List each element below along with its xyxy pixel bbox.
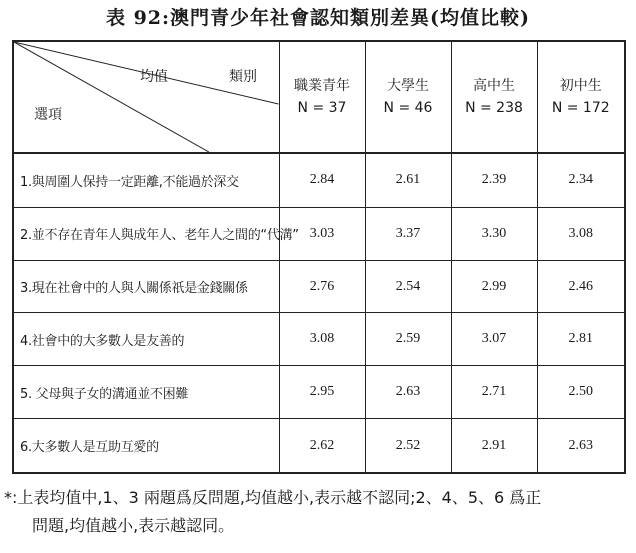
cell-value: 3.07 bbox=[451, 313, 537, 366]
cell-value: 2.34 bbox=[537, 153, 625, 207]
corner-items-label: 選項 bbox=[34, 107, 62, 123]
cell-value: 2.76 bbox=[279, 260, 365, 313]
column-name: 初中生 bbox=[559, 78, 602, 94]
column-header-senior-high bbox=[451, 41, 537, 153]
cell-value: 3.30 bbox=[451, 207, 537, 260]
footnote bbox=[4, 484, 634, 540]
table-row bbox=[13, 260, 625, 313]
row-item-label: 5. 父母與子女的溝通並不困難 bbox=[13, 366, 279, 419]
cell-value: 2.95 bbox=[279, 366, 365, 419]
cell-value: 2.63 bbox=[537, 419, 625, 473]
cell-value: 2.63 bbox=[365, 366, 451, 419]
column-n: N = 46 bbox=[383, 100, 433, 116]
column-name: 高中生 bbox=[473, 78, 515, 94]
table-row bbox=[13, 207, 625, 260]
cell-value: 2.91 bbox=[451, 419, 537, 473]
row-item-label: 4.社會中的大多數人是友善的 bbox=[13, 313, 279, 366]
column-name: 大學生 bbox=[387, 78, 429, 94]
cell-value: 3.37 bbox=[365, 207, 451, 260]
cell-value: 2.39 bbox=[451, 153, 537, 207]
cell-value: 2.54 bbox=[365, 260, 451, 313]
cell-value: 3.08 bbox=[279, 313, 365, 366]
cell-value: 2.81 bbox=[537, 313, 625, 366]
cell-value: 2.84 bbox=[279, 153, 365, 207]
comparison-table bbox=[12, 40, 626, 474]
table-row bbox=[13, 419, 625, 473]
cell-value: 2.59 bbox=[365, 313, 451, 366]
table-row bbox=[13, 366, 625, 419]
row-item-label: 1.與周圍人保持一定距離,不能過於深交 bbox=[13, 153, 279, 207]
corner-diagonal-lines bbox=[14, 42, 279, 152]
corner-category-label: 類別 bbox=[229, 69, 257, 85]
footnote-line-1: *:上表均值中,1、3 兩題爲反問題,均值越小,表示越不認同;2、4、5、6 爲正 bbox=[4, 488, 542, 507]
corner-mean-label: 均值 bbox=[140, 69, 168, 85]
cell-value: 2.62 bbox=[279, 419, 365, 473]
cell-value: 2.52 bbox=[365, 419, 451, 473]
footnote-line-2: 問題,均值越小,表示越認同。 bbox=[32, 516, 235, 535]
table-row bbox=[13, 153, 625, 207]
cell-value: 2.71 bbox=[451, 366, 537, 419]
column-n: N = 37 bbox=[297, 100, 347, 116]
column-n: N = 172 bbox=[551, 100, 610, 116]
cell-value: 2.61 bbox=[365, 153, 451, 207]
cell-value: 3.03 bbox=[279, 207, 365, 260]
column-header-university bbox=[365, 41, 451, 153]
table-row bbox=[13, 313, 625, 366]
row-item-label: 3.現在社會中的人與人關係祇是金錢關係 bbox=[13, 260, 279, 313]
row-item-label: 6.大多數人是互助互愛的 bbox=[13, 419, 279, 473]
column-header-working-youth bbox=[279, 41, 365, 153]
cell-value: 3.08 bbox=[537, 207, 625, 260]
corner-cell bbox=[13, 41, 279, 153]
cell-value: 2.50 bbox=[537, 366, 625, 419]
column-n: N = 238 bbox=[465, 100, 523, 116]
cell-value: 2.99 bbox=[451, 260, 537, 313]
column-name: 職業青年 bbox=[294, 78, 350, 94]
table-title: 表 92:澳門青少年社會認知類別差異(均值比較) bbox=[105, 7, 531, 29]
column-header-junior-high bbox=[537, 41, 625, 153]
row-item-label: 2.並不存在青年人與成年人、老年人之間的“代溝” bbox=[13, 207, 279, 260]
cell-value: 2.46 bbox=[537, 260, 625, 313]
header-row bbox=[13, 41, 625, 153]
